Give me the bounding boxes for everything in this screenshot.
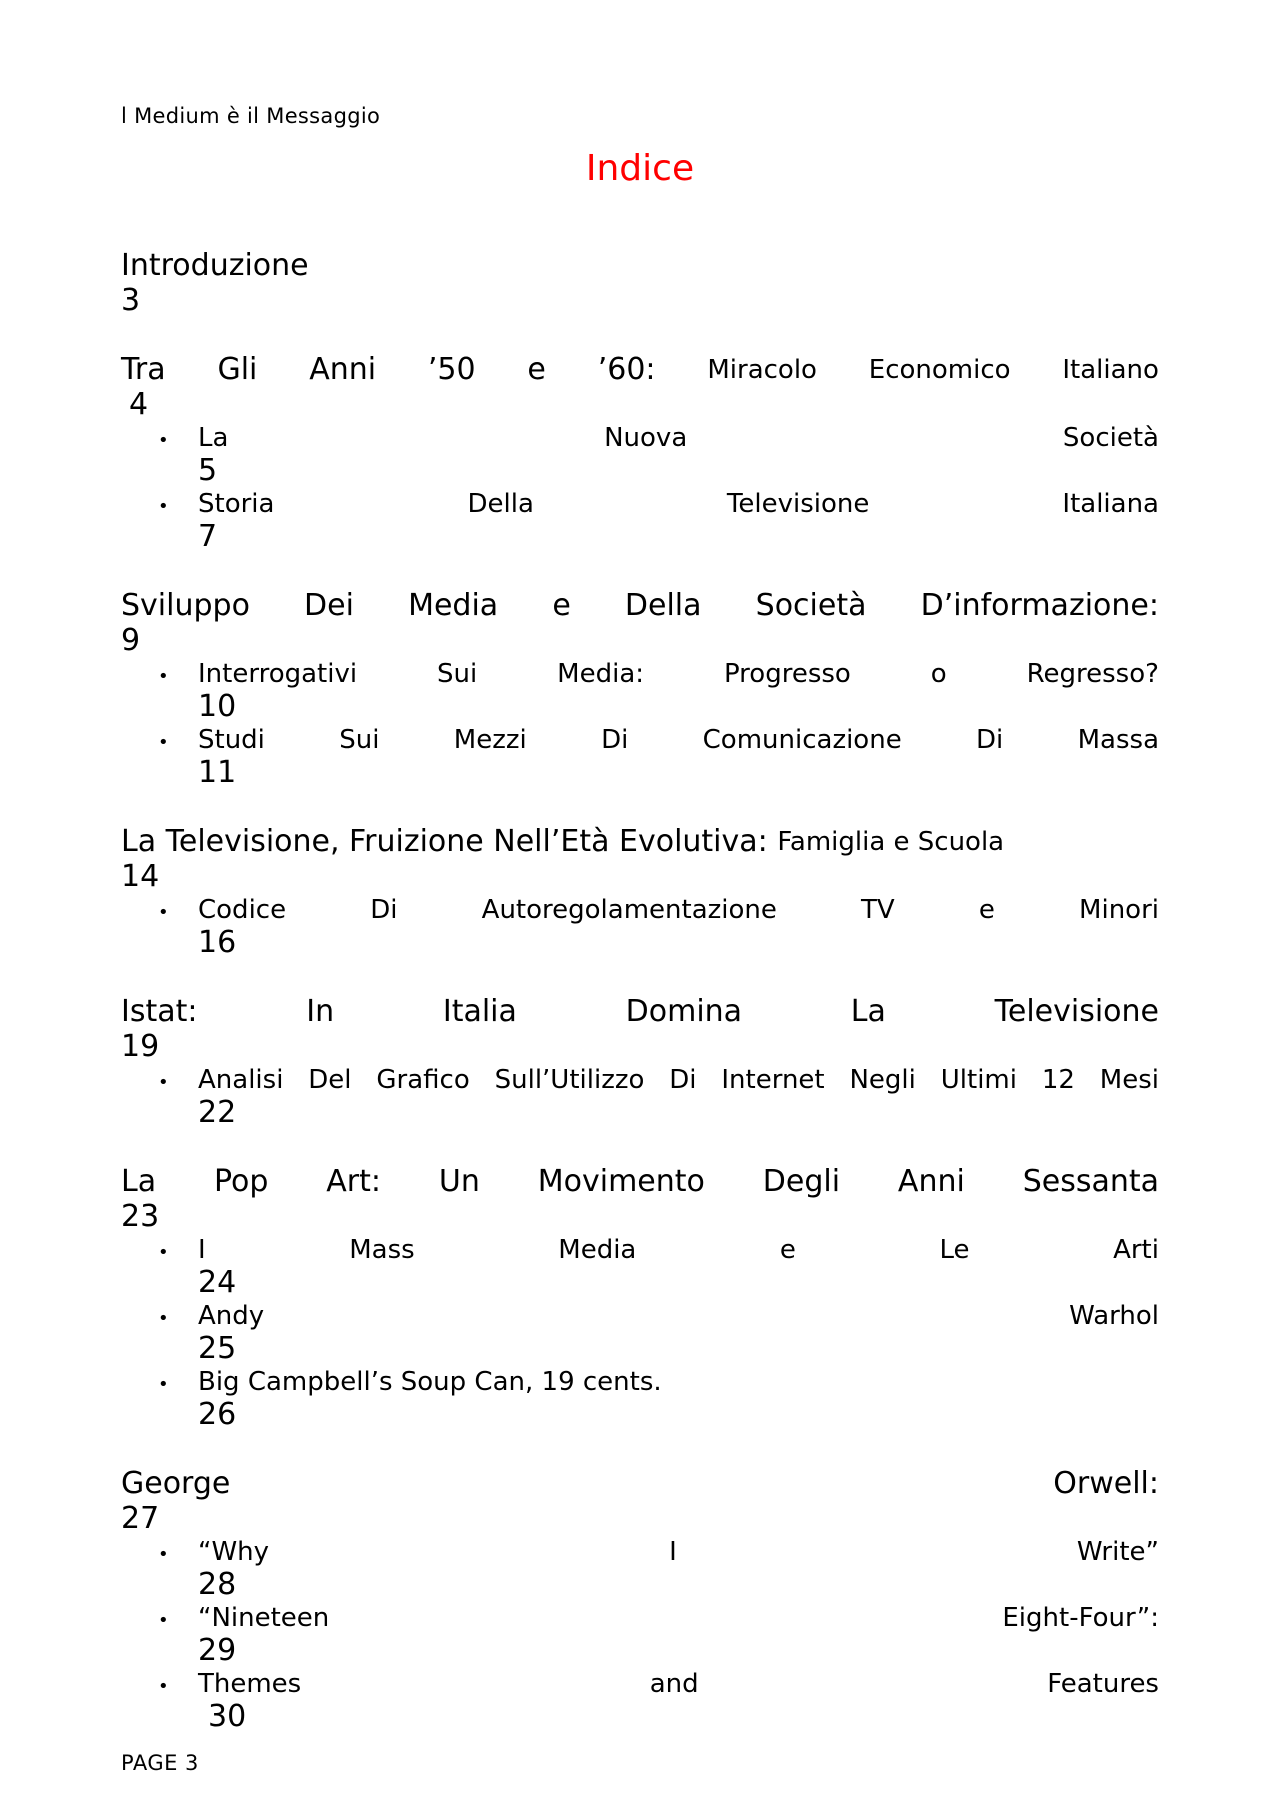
bullet-icon: • <box>158 1544 169 1565</box>
toc-word: Di <box>370 895 398 925</box>
toc-page-number: 19 <box>121 1029 160 1064</box>
toc-word: “Why <box>198 1537 270 1567</box>
toc-word: Del <box>308 1065 352 1095</box>
toc-word: Italiano <box>1062 355 1159 385</box>
toc-word: “Nineteen <box>198 1603 330 1633</box>
toc-word: Storia <box>198 489 275 519</box>
toc-subentry-text: Big Campbell’s Soup Can, 19 cents. <box>198 1367 662 1397</box>
toc-word: Sull’Utilizzo <box>494 1065 645 1095</box>
toc-subentry-title <box>198 1300 1159 1332</box>
toc-word: Televisione <box>994 994 1159 1029</box>
toc-word: Tra <box>121 352 166 387</box>
toc-word: Anni <box>897 1164 965 1199</box>
toc-word: Società <box>1062 423 1159 453</box>
toc-subentry-title <box>198 488 1159 520</box>
page-footer: PAGE 3 <box>121 1751 199 1775</box>
toc-word: Le <box>939 1235 970 1265</box>
toc-word: Features <box>1047 1669 1159 1699</box>
toc-entry-introduzione[interactable] <box>121 248 1159 318</box>
toc-page-number: 14 <box>121 859 160 894</box>
toc-word: Ultimi <box>940 1065 1017 1095</box>
toc-word: Di <box>976 725 1004 755</box>
bullet-icon: • <box>158 1242 169 1263</box>
toc-word: Economico <box>868 355 1011 385</box>
toc-word: Movimento <box>537 1164 705 1199</box>
toc-word: I <box>198 1235 206 1265</box>
toc-word: Introduzione <box>121 248 309 283</box>
bullet-icon: • <box>158 732 169 753</box>
toc-page-number: 10 <box>198 689 237 724</box>
toc-word: e <box>779 1235 796 1265</box>
toc-word: Themes <box>198 1669 302 1699</box>
toc-word: Mesi <box>1099 1065 1159 1095</box>
toc-word: Degli <box>762 1164 841 1199</box>
running-header: l Medium è il Messaggio <box>121 104 381 128</box>
toc-word: Minori <box>1079 895 1159 925</box>
toc-word: 12 <box>1041 1065 1075 1095</box>
toc-subentry-nineteen-eighty-four[interactable] <box>121 1602 1159 1668</box>
toc-word: Sessanta <box>1022 1164 1159 1199</box>
toc-page-number: 22 <box>198 1095 237 1130</box>
toc-subentry-interrogativi[interactable] <box>121 658 1159 724</box>
toc-subentry-title <box>198 1064 1159 1096</box>
toc-word: and <box>649 1669 699 1699</box>
toc-subentry-title <box>198 1668 1159 1700</box>
toc-entry-sviluppo-media[interactable] <box>121 588 1159 790</box>
toc-subentry-themes-features[interactable] <box>121 1668 1159 1734</box>
toc-subentry-studi-mezzi[interactable] <box>121 724 1159 790</box>
toc-page-number: 5 <box>198 453 218 488</box>
toc-subentry-andy-warhol[interactable] <box>121 1300 1159 1366</box>
bullet-icon: • <box>158 902 169 923</box>
toc-word: In <box>306 994 335 1029</box>
toc-entry-title <box>121 824 1159 860</box>
toc-word: Media <box>558 1235 637 1265</box>
toc-page-number: 25 <box>198 1331 237 1366</box>
toc-word: TV <box>861 895 895 925</box>
toc-word: Italiana <box>1062 489 1159 519</box>
toc-word: Arti <box>1113 1235 1159 1265</box>
toc-word: Interrogativi <box>198 659 358 689</box>
toc-page-number: 4 <box>129 387 149 422</box>
toc-word: Media <box>408 588 499 623</box>
toc-word: Codice <box>198 895 287 925</box>
toc-word: Della <box>467 489 534 519</box>
toc-subentry-nuova-societa[interactable] <box>121 422 1159 488</box>
toc-word: e <box>978 895 995 925</box>
toc-subentry-campbell-soup[interactable] <box>121 1366 1159 1432</box>
toc-word: Analisi <box>198 1065 284 1095</box>
toc-word: Mass <box>349 1235 415 1265</box>
toc-word: Gli <box>217 352 258 387</box>
toc-subentry-title <box>198 422 1159 454</box>
toc-word: Di <box>601 725 629 755</box>
toc-word: Art: <box>326 1164 382 1199</box>
toc-word: ’50 <box>427 352 476 387</box>
toc-word: Eight-Four”: <box>1002 1603 1159 1633</box>
toc-word: D’informazione: <box>920 588 1159 623</box>
toc-word: Italia <box>442 994 517 1029</box>
toc-word: Media: <box>557 659 645 689</box>
toc-page-number: 7 <box>198 519 218 554</box>
toc-word: Write” <box>1076 1537 1159 1567</box>
toc-entry-televisione-fruizione[interactable] <box>121 824 1159 960</box>
toc-word: Società <box>755 588 867 623</box>
toc-entry-istat[interactable] <box>121 994 1159 1130</box>
toc-subentry-title <box>198 1602 1159 1634</box>
toc-word: Pop <box>213 1164 269 1199</box>
toc-entry-title <box>121 352 1159 388</box>
toc-page-number: 27 <box>121 1501 160 1536</box>
toc-word: Regresso? <box>1026 659 1159 689</box>
toc-word: La <box>198 423 229 453</box>
toc-word: Progresso <box>723 659 851 689</box>
toc-subentry-title <box>198 724 1159 756</box>
toc-subentry-title <box>198 658 1159 690</box>
toc-page-number: 29 <box>198 1633 237 1668</box>
page-title: Indice <box>585 148 695 189</box>
toc-word: George <box>121 1466 231 1501</box>
table-of-contents <box>121 248 1159 1768</box>
toc-subentry-title <box>198 1536 1159 1568</box>
toc-entry-pop-art[interactable] <box>121 1164 1159 1432</box>
toc-entry-george-orwell[interactable] <box>121 1466 1159 1734</box>
toc-word: I <box>669 1537 677 1567</box>
toc-word: ’60: <box>597 352 656 387</box>
toc-word: Sviluppo <box>121 588 250 623</box>
toc-word: o <box>930 659 947 689</box>
bullet-icon: • <box>158 666 169 687</box>
toc-title-main: La Televisione, Fruizione Nell’Età Evolutiva: <box>121 824 768 859</box>
toc-page-number: 9 <box>121 623 141 658</box>
toc-word: Miracolo <box>707 355 817 385</box>
toc-page-number: 23 <box>121 1199 160 1234</box>
toc-word: Internet <box>721 1065 825 1095</box>
bullet-icon: • <box>158 430 169 451</box>
toc-word: La <box>850 994 886 1029</box>
toc-word: Andy <box>198 1301 265 1331</box>
toc-word: Della <box>624 588 702 623</box>
toc-word: e <box>527 352 546 387</box>
bullet-icon: • <box>158 1374 169 1395</box>
toc-page-number: 26 <box>198 1397 237 1432</box>
bullet-icon: • <box>158 496 169 517</box>
toc-subentry-analisi-grafico[interactable] <box>121 1064 1159 1130</box>
toc-page-number: 28 <box>198 1567 237 1602</box>
toc-page-number: 24 <box>198 1265 237 1300</box>
toc-word: Domina <box>625 994 743 1029</box>
toc-entry-title <box>121 1466 1159 1502</box>
toc-subentry-codice[interactable] <box>121 894 1159 960</box>
toc-word: Negli <box>849 1065 916 1095</box>
toc-subentry-title <box>198 1366 1159 1398</box>
toc-entry-miracolo-economico[interactable] <box>121 352 1159 554</box>
toc-word: Grafico <box>376 1065 470 1095</box>
bullet-icon: • <box>158 1610 169 1631</box>
toc-page-number: 3 <box>121 283 141 318</box>
toc-word: Sui <box>437 659 478 689</box>
toc-entry-title <box>121 248 1159 284</box>
toc-page-number: 16 <box>198 925 237 960</box>
bullet-icon: • <box>158 1676 169 1697</box>
toc-word: Orwell: <box>1053 1466 1159 1501</box>
toc-word: Dei <box>304 588 354 623</box>
toc-word: Anni <box>309 352 377 387</box>
toc-subentry-title <box>198 894 1159 926</box>
toc-entry-title <box>121 1164 1159 1200</box>
toc-word: Warhol <box>1069 1301 1159 1331</box>
toc-word: Di <box>669 1065 697 1095</box>
toc-word: Sui <box>339 725 380 755</box>
toc-word: Televisione <box>726 489 870 519</box>
toc-subentry-storia-televisione[interactable] <box>121 488 1159 554</box>
toc-subentry-mass-media-arti[interactable] <box>121 1234 1159 1300</box>
toc-subentry-why-i-write[interactable] <box>121 1536 1159 1602</box>
toc-entry-title <box>121 588 1159 624</box>
toc-word: Massa <box>1077 725 1159 755</box>
toc-subentry-title <box>198 1234 1159 1266</box>
toc-word: Studi <box>198 725 265 755</box>
toc-word: Istat: <box>121 994 198 1029</box>
toc-title-subtitle: Famiglia e Scuola <box>777 827 1005 857</box>
toc-entry-title <box>121 994 1159 1030</box>
toc-word: Comunicazione <box>702 725 902 755</box>
toc-word: La <box>121 1164 157 1199</box>
toc-page-number: 30 <box>208 1699 247 1734</box>
toc-page-number: 11 <box>198 755 237 790</box>
toc-word: Nuova <box>604 423 688 453</box>
toc-word: Un <box>438 1164 480 1199</box>
toc-word: Autoregolamentazione <box>481 895 777 925</box>
bullet-icon: • <box>158 1308 169 1329</box>
toc-word: Mezzi <box>453 725 527 755</box>
bullet-icon: • <box>158 1072 169 1093</box>
toc-word: e <box>552 588 571 623</box>
